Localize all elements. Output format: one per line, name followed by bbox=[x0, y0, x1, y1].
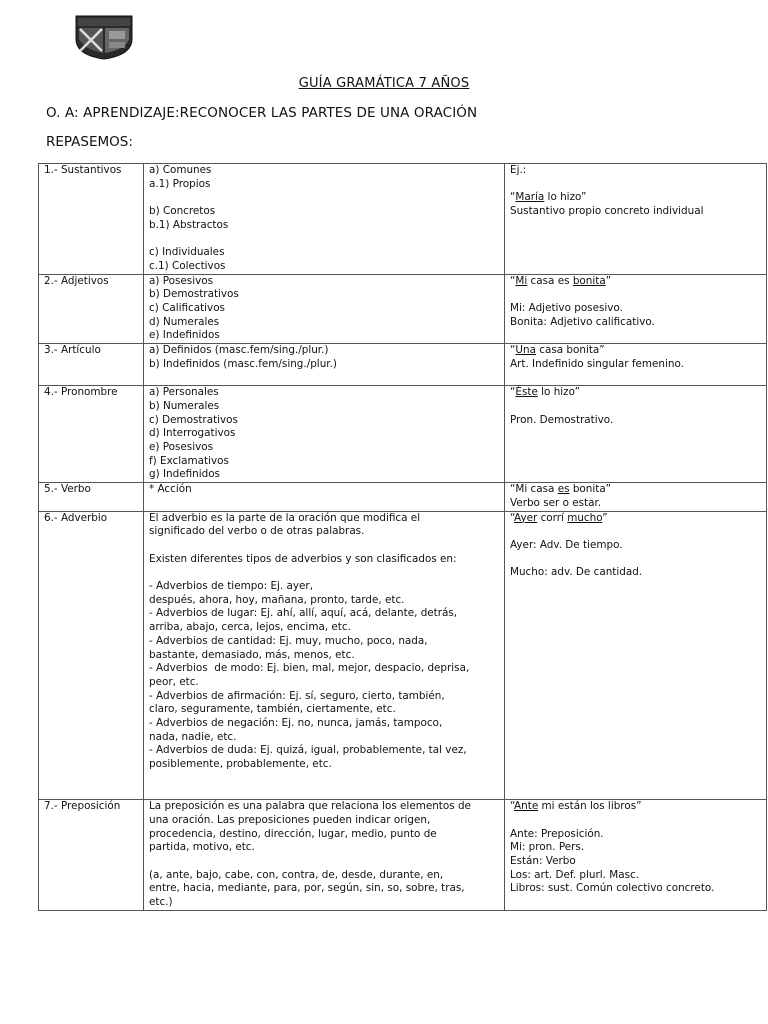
content-line: c) Calificativos bbox=[149, 302, 225, 314]
example-explanation: Están: Verbo bbox=[510, 855, 576, 868]
content-line: La preposición es una palabra que relaciona los elementos de bbox=[149, 800, 471, 813]
content-line: significado del verbo o de otras palabras. bbox=[149, 525, 365, 538]
content-line: f) Exclamativos bbox=[149, 454, 229, 467]
example-sentence: “Mi casa es bonita” bbox=[510, 274, 612, 287]
example-cell bbox=[505, 274, 767, 344]
example-explanation: Ante: Preposición. bbox=[510, 827, 604, 840]
part-of-speech-label: 7.- Preposición bbox=[39, 800, 144, 911]
content-line: peor, etc. bbox=[149, 675, 199, 688]
part-of-speech-label: 4.- Pronombre bbox=[39, 386, 144, 483]
classification-cell bbox=[144, 511, 505, 800]
example-sentence: “Ante mi están los libros” bbox=[510, 800, 642, 813]
example-explanation: Libros: sust. Común colectivo concreto. bbox=[510, 882, 715, 895]
example-cell bbox=[505, 800, 767, 911]
classification-cell bbox=[144, 344, 505, 386]
content-line: - Adverbios de lugar: Ej. ahí, allí, aquí, acá, delante, detrás, bbox=[149, 607, 458, 620]
example-explanation: Verbo ser o estar. bbox=[510, 496, 602, 509]
content-line: b.1) Abstractos bbox=[149, 218, 229, 231]
classification-cell bbox=[144, 386, 505, 483]
content-line: procedencia, destino, dirección, lugar, medio, punto de bbox=[149, 827, 437, 840]
section-heading: REPASEMOS: bbox=[46, 134, 133, 150]
table-row bbox=[39, 511, 767, 800]
content-line: d) Interrogativos bbox=[149, 427, 236, 440]
learning-objective: O. A: APRENDIZAJE:RECONOCER LAS PARTES DE UNA ORACIÓN bbox=[46, 105, 478, 121]
content-line: a) Posesivos bbox=[149, 274, 214, 287]
content-line: después, ahora, hoy, mañana, pronto, tarde, etc. bbox=[149, 593, 405, 606]
example-cell bbox=[505, 386, 767, 483]
content-line: bastante, demasiado, más, menos, etc. bbox=[149, 648, 355, 661]
example-sentence: “Éste lo hizo” bbox=[510, 386, 580, 399]
content-line: El adverbio es la parte de la oración que modifica el bbox=[149, 511, 421, 524]
example-sentence: “Mi casa es bonita” bbox=[510, 483, 612, 496]
content-line: partida, motivo, etc. bbox=[149, 841, 255, 854]
content-line: posiblemente, probablemente, etc. bbox=[149, 758, 332, 771]
table-row bbox=[39, 164, 767, 275]
classification-cell bbox=[144, 164, 505, 275]
content-line: a) Definidos (masc.fem/sing./plur.) bbox=[149, 344, 329, 357]
example-sentence: “María lo hizo” bbox=[510, 191, 587, 204]
content-line: a.1) Propios bbox=[149, 177, 211, 190]
content-line: arriba, abajo, cerca, lejos, encima, etc. bbox=[149, 621, 351, 634]
example-explanation: Ayer: Adv. De tiempo. bbox=[510, 538, 623, 551]
content-line: - Adverbios de tiempo: Ej. ayer, bbox=[149, 580, 314, 593]
part-of-speech-label: 5.- Verbo bbox=[39, 483, 144, 511]
content-line: - Adverbios de modo: Ej. bien, mal, mejor, despacio, deprisa, bbox=[149, 662, 470, 675]
part-of-speech-label: 2.- Adjetivos bbox=[39, 274, 144, 344]
content-line: e) Posesivos bbox=[149, 441, 214, 454]
part-of-speech-label: 6.- Adverbio bbox=[39, 511, 144, 800]
example-explanation: Mucho: adv. De cantidad. bbox=[510, 566, 643, 579]
part-of-speech-label: 1.- Sustantivos bbox=[39, 164, 144, 275]
content-line: nada, nadie, etc. bbox=[149, 730, 237, 743]
example-explanation: Bonita: Adjetivo calificativo. bbox=[510, 315, 655, 328]
table-row bbox=[39, 274, 767, 344]
content-line: b) Indefinidos (masc.fem/sing./plur.) bbox=[149, 357, 337, 370]
example-cell bbox=[505, 483, 767, 511]
content-line: etc.) bbox=[149, 896, 173, 909]
content-line: - Adverbios de duda: Ej. quizá, igual, probablemente, tal vez, bbox=[149, 744, 467, 757]
table-row bbox=[39, 800, 767, 911]
content-line: - Adverbios de cantidad: Ej. muy, mucho, poco, nada, bbox=[149, 634, 428, 647]
content-line: g) Indefinidos bbox=[149, 468, 220, 481]
example-explanation: Los: art. Def. plurl. Masc. bbox=[510, 868, 639, 881]
classification-cell bbox=[144, 800, 505, 911]
content-line: - Adverbios de negación: Ej. no, nunca, jamás, tampoco, bbox=[149, 717, 443, 730]
content-line: claro, seguramente, también, ciertamente, etc. bbox=[149, 703, 396, 716]
example-sentence: “Ayer corrí mucho” bbox=[510, 511, 608, 524]
classification-cell bbox=[144, 274, 505, 344]
content-line: b) Numerales bbox=[149, 399, 220, 412]
content-line: una oración. Las preposiciones pueden indicar origen, bbox=[149, 813, 431, 826]
part-of-speech-label: 3.- Artículo bbox=[39, 344, 144, 386]
classification-cell bbox=[144, 483, 505, 511]
table-row bbox=[39, 344, 767, 386]
content-line: c) Individuales bbox=[149, 246, 225, 259]
school-crest-logo bbox=[74, 15, 134, 60]
content-line: c) Demostrativos bbox=[149, 413, 238, 426]
example-explanation: Art. Indefinido singular femenino. bbox=[510, 357, 684, 370]
content-line: d) Numerales bbox=[149, 315, 220, 328]
example-explanation: Pron. Demostrativo. bbox=[510, 413, 614, 426]
content-line: b) Concretos bbox=[149, 205, 216, 218]
example-sentence: “Una casa bonita” bbox=[510, 344, 605, 357]
content-line: a) Comunes bbox=[149, 164, 212, 176]
content-line: Existen diferentes tipos de adverbios y son clasificados en: bbox=[149, 552, 457, 565]
grammar-table bbox=[38, 163, 767, 911]
example-explanation: Mi: Adjetivo posesivo. bbox=[510, 301, 623, 314]
content-line: a) Personales bbox=[149, 386, 219, 399]
content-line: c.1) Colectivos bbox=[149, 259, 226, 272]
content-line: e) Indefinidos bbox=[149, 329, 220, 342]
content-line: - Adverbios de afirmación: Ej. sí, seguro, cierto, también, bbox=[149, 689, 445, 702]
content-line: entre, hacia, mediante, para, por, según, sin, so, sobre, tras, bbox=[149, 882, 465, 895]
content-line: (a, ante, bajo, cabe, con, contra, de, desde, durante, en, bbox=[149, 868, 444, 881]
example-cell bbox=[505, 344, 767, 386]
table-row bbox=[39, 483, 767, 511]
content-line: b) Demostrativos bbox=[149, 288, 239, 301]
example-explanation: Sustantivo propio concreto individual bbox=[510, 205, 704, 218]
table-row bbox=[39, 386, 767, 483]
content-line: * Acción bbox=[149, 483, 192, 496]
example-cell: Ej.: “María lo hizo” Sustantivo propio concreto individual bbox=[505, 164, 767, 275]
example-cell bbox=[505, 511, 767, 800]
example-explanation: Mi: pron. Pers. bbox=[510, 841, 585, 854]
page-title: GUÍA GRAMÁTICA 7 AÑOS bbox=[298, 76, 470, 91]
